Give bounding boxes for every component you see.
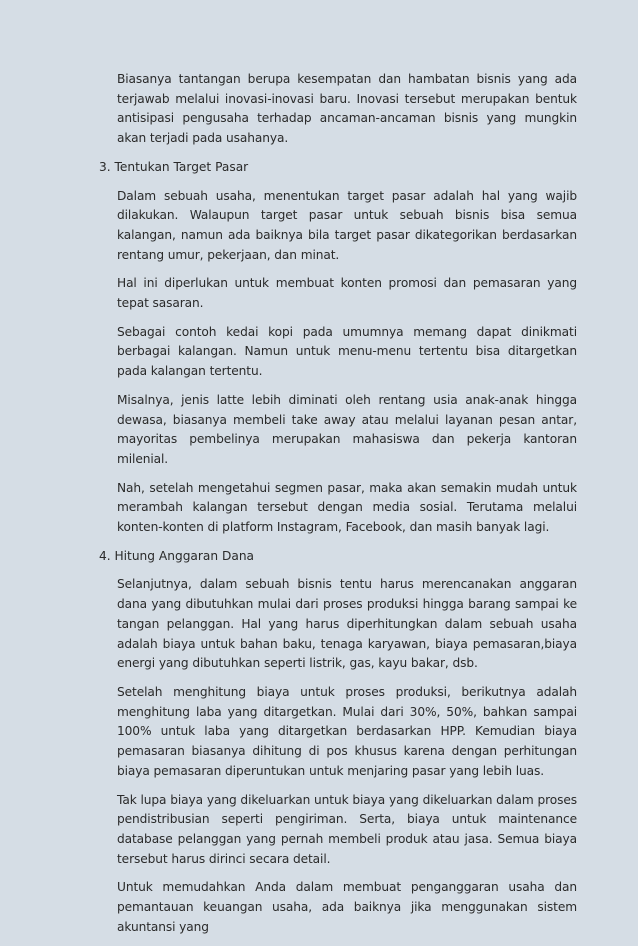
paragraph: Setelah menghitung biaya untuk proses produksi, berikutnya adalah menghitung laba yang ditargetkan. Mulai dari 30%, 50%, bahkan sampai 100% untuk laba yang ditargetkan berdasarkan HPP. Kemudian biaya pemasaran biasanya dihitung di pos khusus karena dengan perhitungan biaya pemasaran diperuntukan untuk menjaring pasar yang lebih luas.: [117, 684, 577, 778]
paragraph: Tak lupa biaya yang dikeluarkan untuk biaya yang dikeluarkan dalam proses pendistribusian seperti pengiriman. Serta, biaya untuk maintenance database pelanggan yang pernah membeli produk atau jasa. Semua biaya tersebut harus dirinci secara detail.: [117, 792, 577, 866]
section-heading-target-pasar: 3. Tentukan Target Pasar: [99, 159, 249, 174]
paragraph: Misalnya, jenis latte lebih diminati oleh rentang usia anak-anak hingga dewasa, biasanya membeli take away atau melalui layanan pesan antar, mayoritas pembelinya merupakan mahasiswa dan pekerja kantoran milenial.: [117, 392, 577, 466]
paragraph: Selanjutnya, dalam sebuah bisnis tentu harus merencanakan anggaran dana yang dibutuhkan mulai dari proses produksi hingga barang sampai ke tangan pelanggan. Hal yang harus diperhitungkan dalam sebuah usaha adalah biaya untuk bahan baku, tenaga karyawan, biaya pemasaran,biaya energi yang dibutuhkan seperti listrik, gas, kayu bakar, dsb.: [117, 577, 577, 671]
page-content: [0, 70, 638, 946]
paragraph: Nah, setelah mengetahui segmen pasar, maka akan semakin mudah untuk merambah kalangan tersebut dengan media sosial. Terutama melalui konten-konten di platform Instagram, Facebook, dan masih banyak lagi.: [117, 480, 577, 535]
paragraph: Dalam sebuah usaha, menentukan target pasar adalah hal yang wajib dilakukan. Walaupun target pasar untuk sebuah bisnis bisa semua kalangan, namun ada baiknya bila target pasar dikategorikan berdasarkan rentang umur, pekerjaan, dan minat.: [117, 188, 577, 262]
section-heading-anggaran-dana: 4. Hitung Anggaran Dana: [99, 548, 255, 563]
paragraph: Sebagai contoh kedai kopi pada umumnya memang dapat dinikmati berbagai kalangan. Namun untuk menu-menu tertentu bisa ditargetkan pada kalangan tertentu.: [117, 324, 577, 379]
paragraph: Hal ini diperlukan untuk membuat konten promosi dan pemasaran yang tepat sasaran.: [117, 276, 577, 311]
paragraph: Biasanya tantangan berupa kesempatan dan hambatan bisnis yang ada terjawab melalui inovasi-inovasi baru. Inovasi tersebut merupakan bentuk antisipasi pengusaha terhadap ancaman-ancaman bisnis yang mungkin akan terjadi pada usahanya.: [117, 72, 577, 146]
paragraph: Untuk memudahkan Anda dalam membuat penganggaran usaha dan pemantauan keuangan usaha, ada baiknya jika menggunakan sistem akuntansi yang: [117, 880, 577, 934]
